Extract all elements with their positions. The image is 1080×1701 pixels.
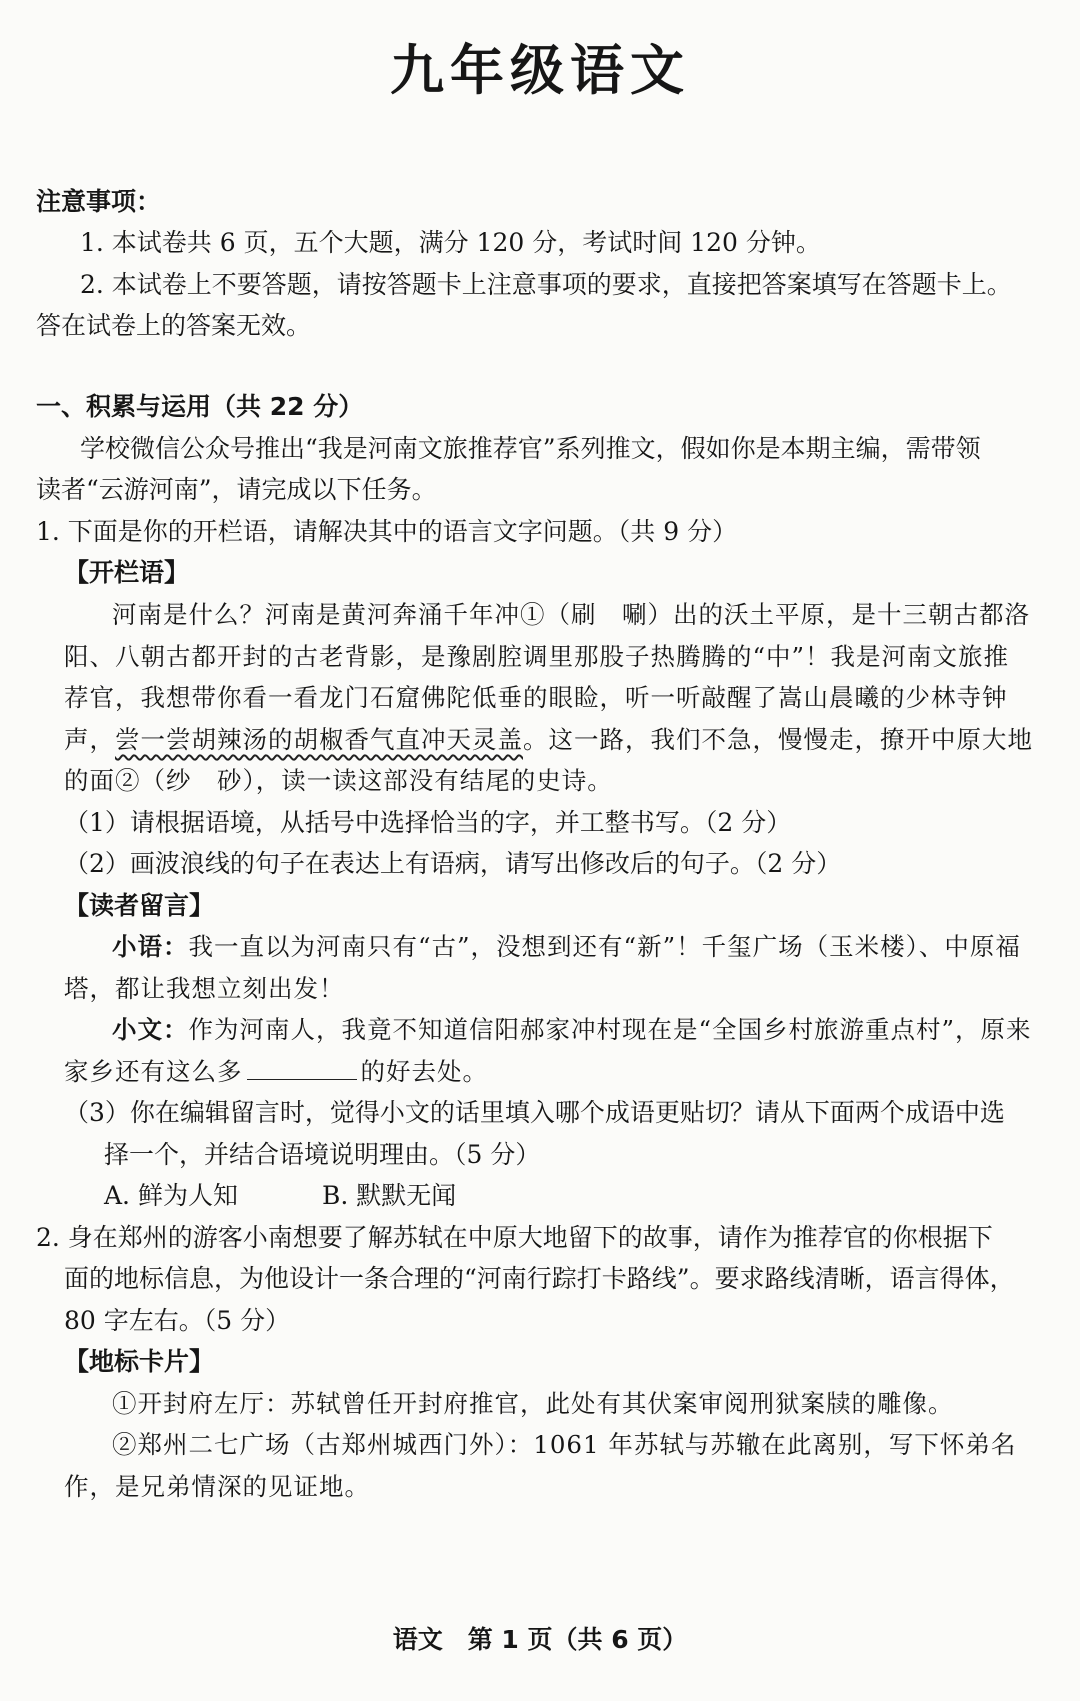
notice-item-2: 2. 本试卷上不要答题，请按答题卡上注意事项的要求，直接把答案填写在答题卡上。 xyxy=(80,270,1012,299)
sub-question-3-cont: 择一个，并结合语境说明理由。（5 分） xyxy=(104,1140,541,1169)
option-a: A. 鲜为人知 xyxy=(104,1181,238,1210)
notice-item-2-cont: 答在试卷上的答案无效。 xyxy=(36,311,312,340)
comment-xiaowen-cont xyxy=(64,1053,1074,1091)
commenter-name: 小文： xyxy=(112,1015,189,1044)
question-2-stem-cont: 面的地标信息，为他设计一条合理的“河南行踪打卡路线”。要求路线清晰，语言得体， xyxy=(64,1264,1015,1293)
notice-heading: 注意事项： xyxy=(36,187,162,216)
sub-question-3: （3）你在编辑留言时，觉得小文的话里填入哪个成语更贴切？请从下面两个成语中选 xyxy=(64,1098,1005,1127)
sub-question-2: （2）画波浪线的句子在表达上有语病，请写出修改后的句子。（2 分） xyxy=(64,849,842,878)
question-1-stem: 1. 下面是你的开栏语，请解决其中的语言文字问题。（共 9 分） xyxy=(36,517,738,546)
column-text-segment: 。这一路，我们不急，慢慢走，撩开中原大地 xyxy=(523,725,1033,754)
question-2-stem: 2. 身在郑州的游客小南想要了解苏轼在中原大地留下的故事，请作为推荐官的你根据下 xyxy=(36,1223,993,1252)
comment-xiaoyu-cont: 塔，都让我想立刻出发！ xyxy=(64,974,345,1003)
wavy-underlined-sentence: 尝一尝胡辣汤的胡椒香气直冲天灵盖 xyxy=(115,725,523,754)
label-column-intro: 【开栏语】 xyxy=(64,558,190,587)
landmark-card-1: ①开封府左厅：苏轼曾任开封府推官，此处有其伏案审阅刑狱案牍的雕像。 xyxy=(112,1389,954,1418)
comment-xiaowen xyxy=(112,1011,1080,1049)
fill-in-blank xyxy=(247,1055,357,1080)
column-text-line: 阳、八朝古都开封的古老背影，是豫剧腔调里那股子热腾腾的“中”！我是河南文旅推 xyxy=(64,642,1010,671)
section-1-intro: 学校微信公众号推出“我是河南文旅推荐官”系列推文，假如你是本期主编，需带领 xyxy=(80,434,981,463)
option-b: B. 默默无闻 xyxy=(321,1181,457,1210)
notice-item-1: 1. 本试卷共 6 页，五个大题，满分 120 分，考试时间 120 分钟。 xyxy=(80,228,821,257)
sub-question-1: （1）请根据语境，从括号中选择恰当的字，并工整书写。（2 分） xyxy=(64,808,792,837)
landmark-card-2: ②郑州二七广场（古郑州城西门外）：1061 年苏轼与苏辙在此离别，写下怀弟名 xyxy=(112,1430,1017,1459)
commenter-name: 小语： xyxy=(112,932,189,961)
column-text-line: 荐官，我想带你看一看龙门石窟佛陀低垂的眼睑，听一听敲醒了嵩山晨曦的少林寺钟 xyxy=(64,683,1008,712)
comment-text: 家乡还有这么多 xyxy=(64,1057,243,1086)
landmark-card-2-cont: 作，是兄弟情深的见证地。 xyxy=(64,1472,370,1501)
label-landmark-cards: 【地标卡片】 xyxy=(64,1347,215,1376)
column-text-segment: 声， xyxy=(64,725,115,754)
comment-text: 我一直以为河南只有“古”，没想到还有“新”！千玺广场（玉米楼）、中原福 xyxy=(188,932,1021,961)
comment-text: 的好去处。 xyxy=(360,1057,488,1086)
column-text-line: 的面②（纱 砂），读一读这部没有结尾的史诗。 xyxy=(64,766,613,795)
page-title: 九年级语文 xyxy=(390,39,690,102)
comment-xiaoyu xyxy=(112,928,1080,966)
label-reader-comments: 【读者留言】 xyxy=(64,891,215,920)
column-text-line: 河南是什么？河南是黄河奔涌千年冲①（刷 唰）出的沃土平原，是十三朝古都洛 xyxy=(112,600,1030,629)
section-1-heading: 一、积累与运用（共 22 分） xyxy=(36,392,364,421)
column-text-line xyxy=(64,721,1074,759)
section-1-intro-cont: 读者“云游河南”，请完成以下任务。 xyxy=(36,475,437,504)
options-row xyxy=(104,1177,1080,1215)
question-2-stem-cont: 80 字左右。（5 分） xyxy=(64,1306,291,1335)
comment-text: 作为河南人，我竟不知道信阳郝家冲村现在是“全国乡村旅游重点村”，原来 xyxy=(188,1015,1032,1044)
page-footer: 语文 第 1 页（共 6 页） xyxy=(392,1625,688,1654)
